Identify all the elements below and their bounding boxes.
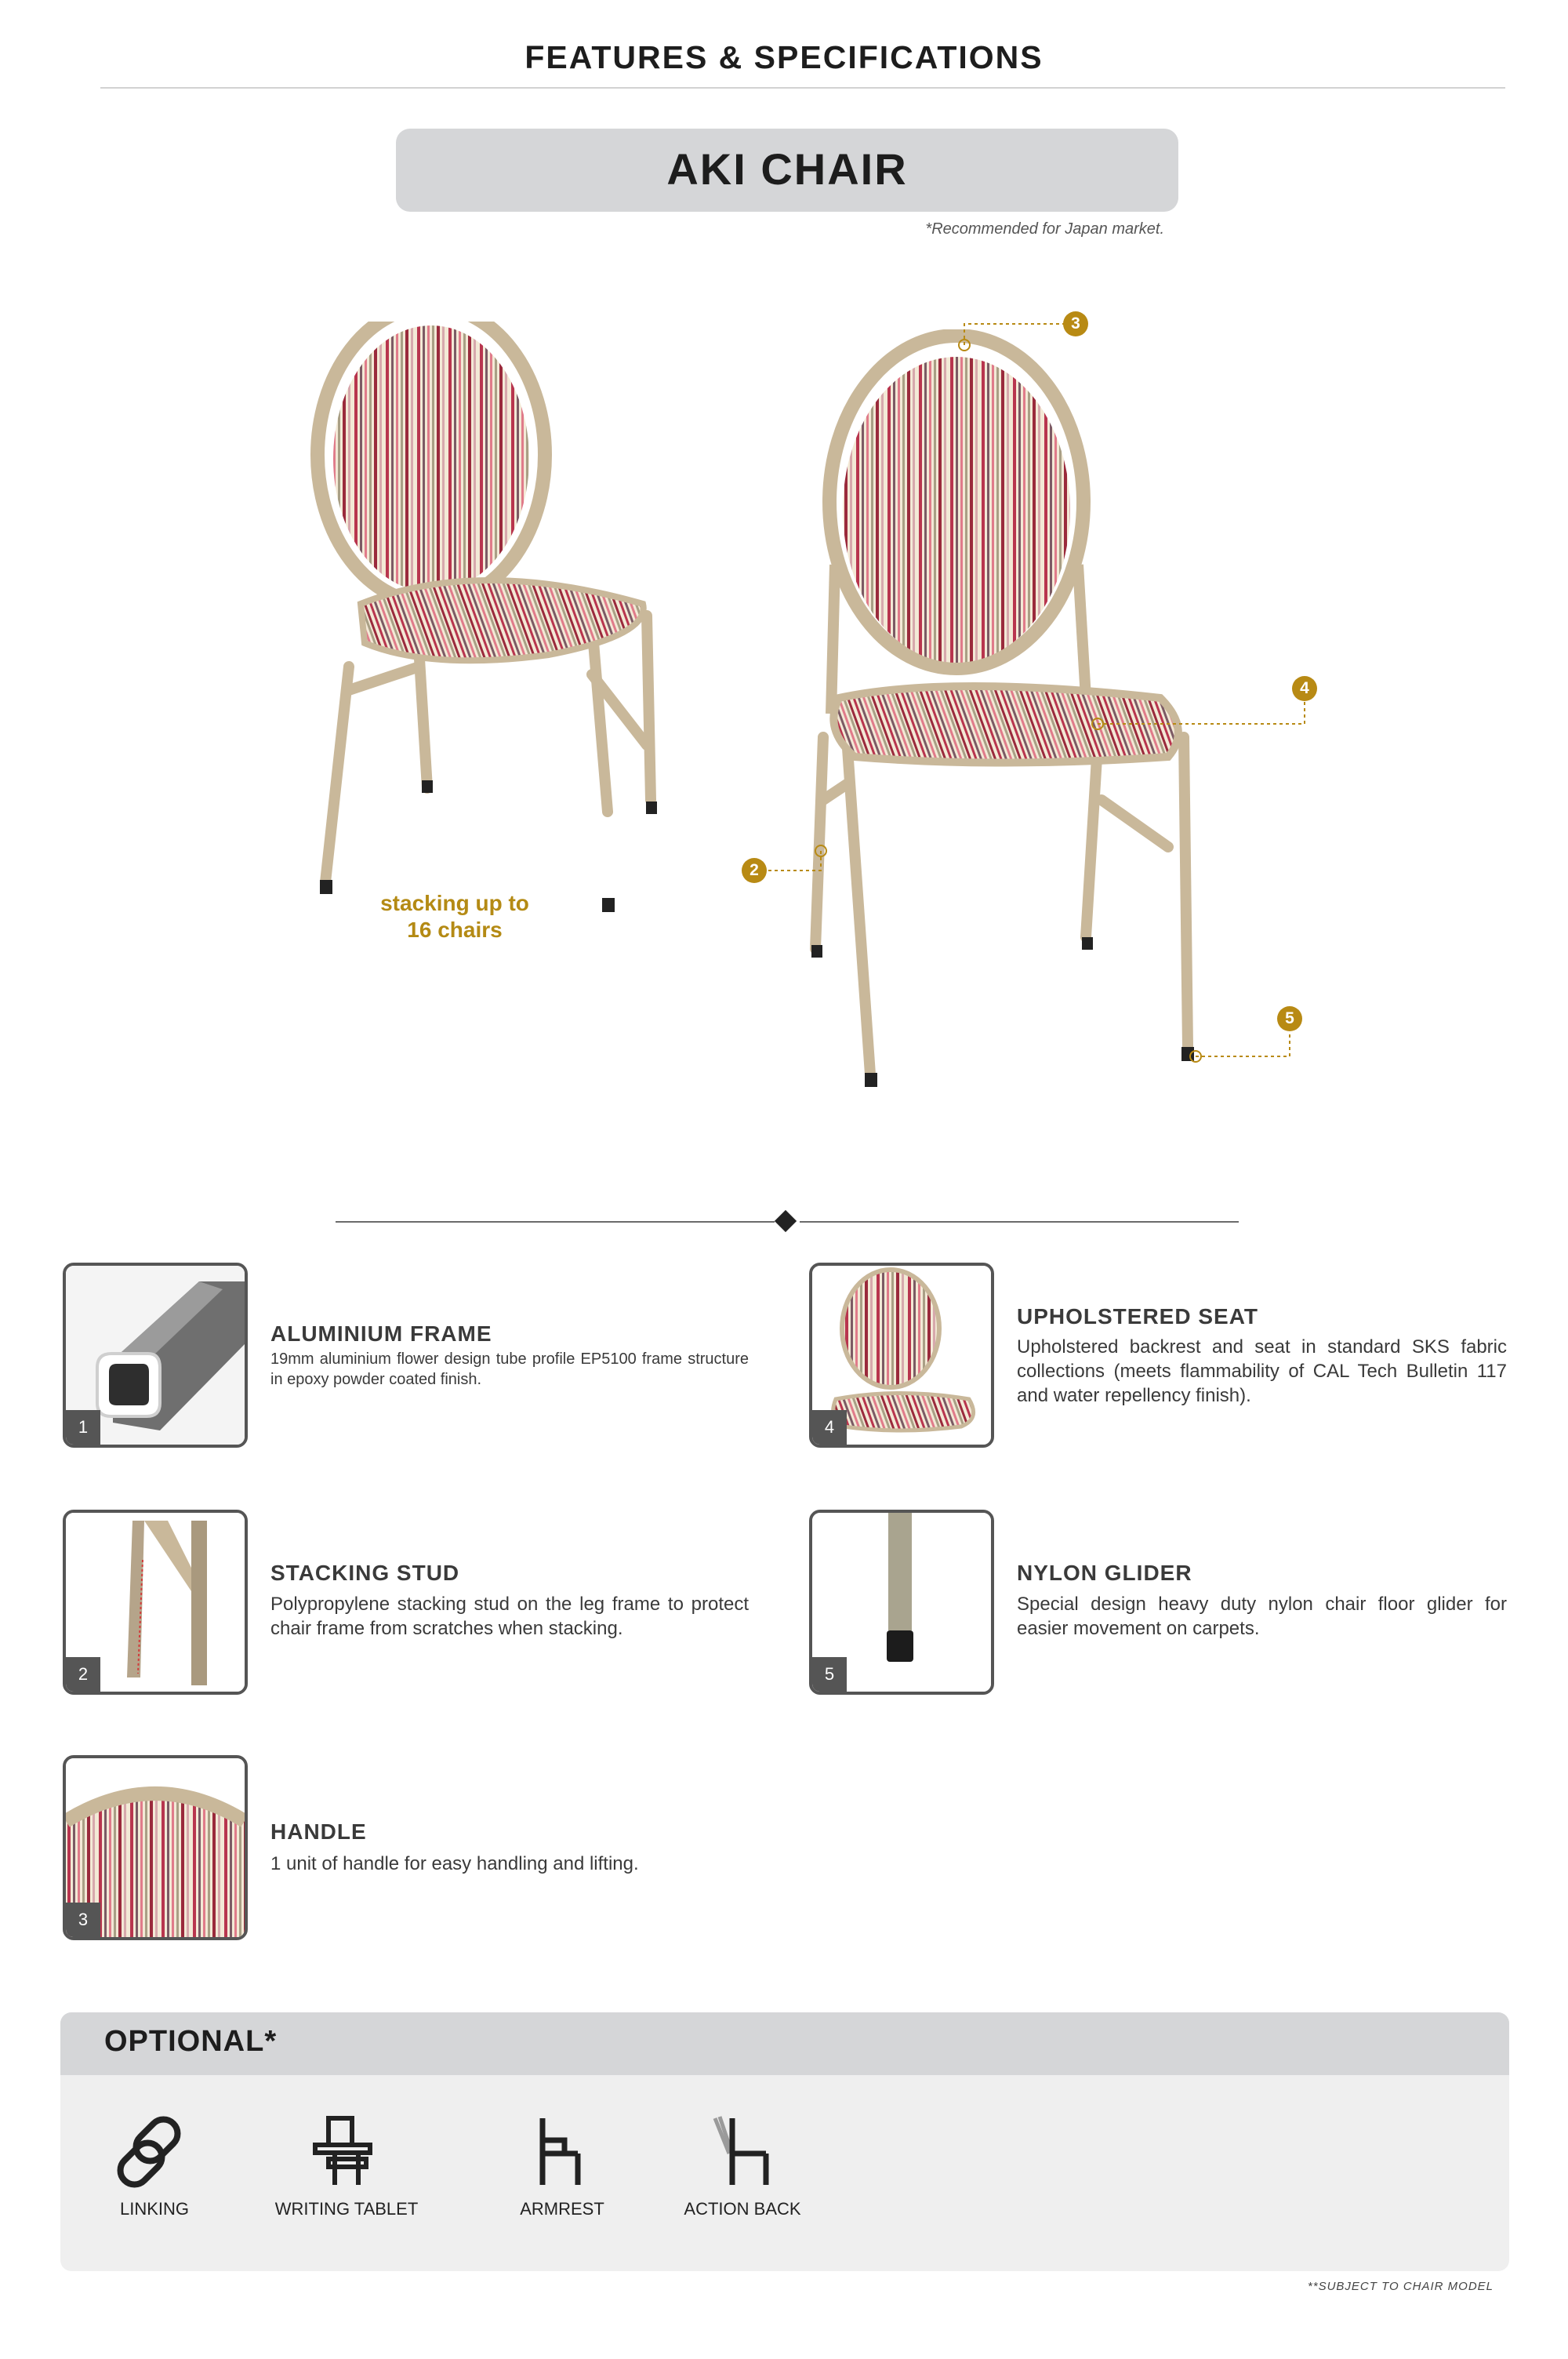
feature-desc-stacking-stud: Polypropylene stacking stud on the leg frame to protect chair frame from scratches when stacking. [270,1594,749,1639]
stacking-note-line2: 16 chairs [407,918,503,942]
footnote: **SUBJECT TO CHAIR MODEL [1307,2280,1494,2293]
feature-title-aluminium-frame: ALUMINIUM FRAME [270,1321,492,1346]
feature-desc-handle: 1 unit of handle for easy handling and lifting. [270,1853,639,1874]
feature-thumb-stacking-stud [63,1510,248,1695]
option-label-action-back: ACTION BACK [684,2199,801,2219]
option-label-linking: LINKING [119,2199,190,2219]
callout-2: 2 [742,858,767,883]
optional-title: OPTIONAL* [104,2025,278,2058]
feature-desc-upholstered-seat: Upholstered backrest and seat in standard SKS fabric collections (meets flammability of CAL Tech Bulletin 117 and water repellency finish). [1017,1336,1507,1406]
feature-number-badge: 2 [66,1657,100,1692]
section-divider-right [800,1221,1239,1223]
feature-thumb-nylon-glider [809,1510,994,1695]
section-divider-left [336,1221,775,1223]
optional-header-bar [60,2012,1509,2075]
optional-panel [60,2012,1509,2271]
link-icon [111,2110,198,2197]
feature-title-nylon-glider: NYLON GLIDER [1017,1561,1192,1585]
feature-thumb-upholstered-seat [809,1263,994,1448]
feature-title-handle: HANDLE [270,1819,367,1844]
callout-4: 4 [1292,676,1317,701]
action-back-icon [699,2110,786,2197]
armrest-icon [519,2110,605,2197]
stacking-note-line1: stacking up to [380,891,529,915]
callout-3: 3 [1063,311,1088,336]
feature-title-stacking-stud: STACKING STUD [270,1561,460,1585]
option-label-armrest: ARMREST [520,2199,604,2219]
option-label-writing-tablet: WRITING TABLET [274,2199,419,2219]
divider-diamond-icon [775,1210,797,1232]
feature-number-badge: 1 [66,1410,100,1445]
feature-title-upholstered-seat: UPHOLSTERED SEAT [1017,1304,1258,1329]
feature-desc-aluminium-frame: 19mm aluminium flower design tube profile EP5100 frame structure in epoxy powder coated finish. [270,1350,749,1388]
feature-thumb-handle [63,1755,248,1940]
product-title: AKI CHAIR [666,144,908,194]
product-note: *Recommended for Japan market. [925,220,1164,238]
feature-number-badge: 5 [812,1657,847,1692]
page-title: FEATURES & SPECIFICATIONS [524,39,1044,75]
feature-desc-nylon-glider: Special design heavy duty nylon chair floor glider for easier movement on carpets. [1017,1594,1507,1639]
writing-tablet-icon [303,2110,390,2197]
feature-thumb-aluminium-frame [63,1263,248,1448]
feature-number-badge: 3 [66,1903,100,1937]
feature-number-badge: 4 [812,1410,847,1445]
callout-leaders [0,0,1568,1098]
callout-5: 5 [1277,1006,1302,1031]
